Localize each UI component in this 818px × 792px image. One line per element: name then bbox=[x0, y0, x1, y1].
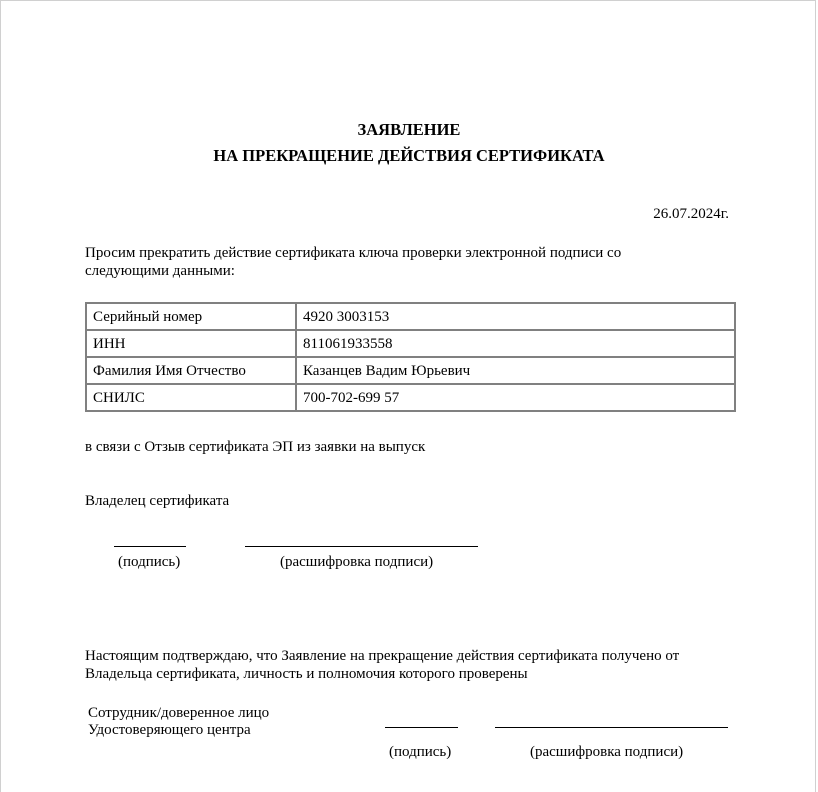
certificate-data-table bbox=[85, 302, 736, 412]
owner-label: Владелец сертификата bbox=[85, 493, 230, 509]
staff-decode-caption: (расшифровка подписи) bbox=[530, 744, 684, 760]
table-row bbox=[86, 330, 735, 357]
document-date: 26.07.2024г. bbox=[653, 206, 729, 222]
table-cell-value: 4920 3003153 bbox=[296, 303, 735, 330]
intro-text-line1: Просим прекратить действие сертификата ключа проверки электронной подписи со bbox=[85, 245, 622, 261]
reason-text: в связи с Отзыв сертификата ЭП из заявки на выпуск bbox=[85, 439, 426, 455]
table-cell-value: Казанцев Вадим Юрьевич bbox=[296, 357, 735, 384]
table-cell-label: Серийный номер bbox=[86, 303, 296, 330]
owner-signature-caption: (подпись) bbox=[118, 554, 181, 570]
staff-label-line2: Удостоверяющего центра bbox=[88, 722, 251, 738]
table-row bbox=[86, 303, 735, 330]
confirm-text-line1: Настоящим подтверждаю, что Заявление на прекращение действия сертификата получено от bbox=[85, 648, 680, 664]
confirm-text-line2: Владельца сертификата, личность и полномочия которого проверены bbox=[85, 666, 528, 682]
table-cell-label: Фамилия Имя Отчество bbox=[86, 357, 296, 384]
table-cell-value: 700-702-699 57 bbox=[296, 384, 735, 411]
intro-text-line2: следующими данными: bbox=[85, 263, 235, 279]
table-row bbox=[86, 384, 735, 411]
staff-signature-caption: (подпись) bbox=[389, 744, 452, 760]
document-title: ЗАЯВЛЕНИЕ bbox=[357, 120, 461, 139]
staff-label-line1: Сотрудник/доверенное лицо bbox=[88, 705, 270, 721]
table-row bbox=[86, 357, 735, 384]
table-cell-label: СНИЛС bbox=[86, 384, 296, 411]
table-cell-value: 811061933558 bbox=[296, 330, 735, 357]
document-subtitle: НА ПРЕКРАЩЕНИЕ ДЕЙСТВИЯ СЕРТИФИКАТА bbox=[213, 146, 605, 165]
staff-signature-line bbox=[385, 727, 458, 728]
owner-decode-line bbox=[245, 546, 478, 547]
table-cell-label: ИНН bbox=[86, 330, 296, 357]
staff-decode-line bbox=[495, 727, 728, 728]
owner-signature-line bbox=[114, 546, 186, 547]
owner-decode-caption: (расшифровка подписи) bbox=[280, 554, 434, 570]
